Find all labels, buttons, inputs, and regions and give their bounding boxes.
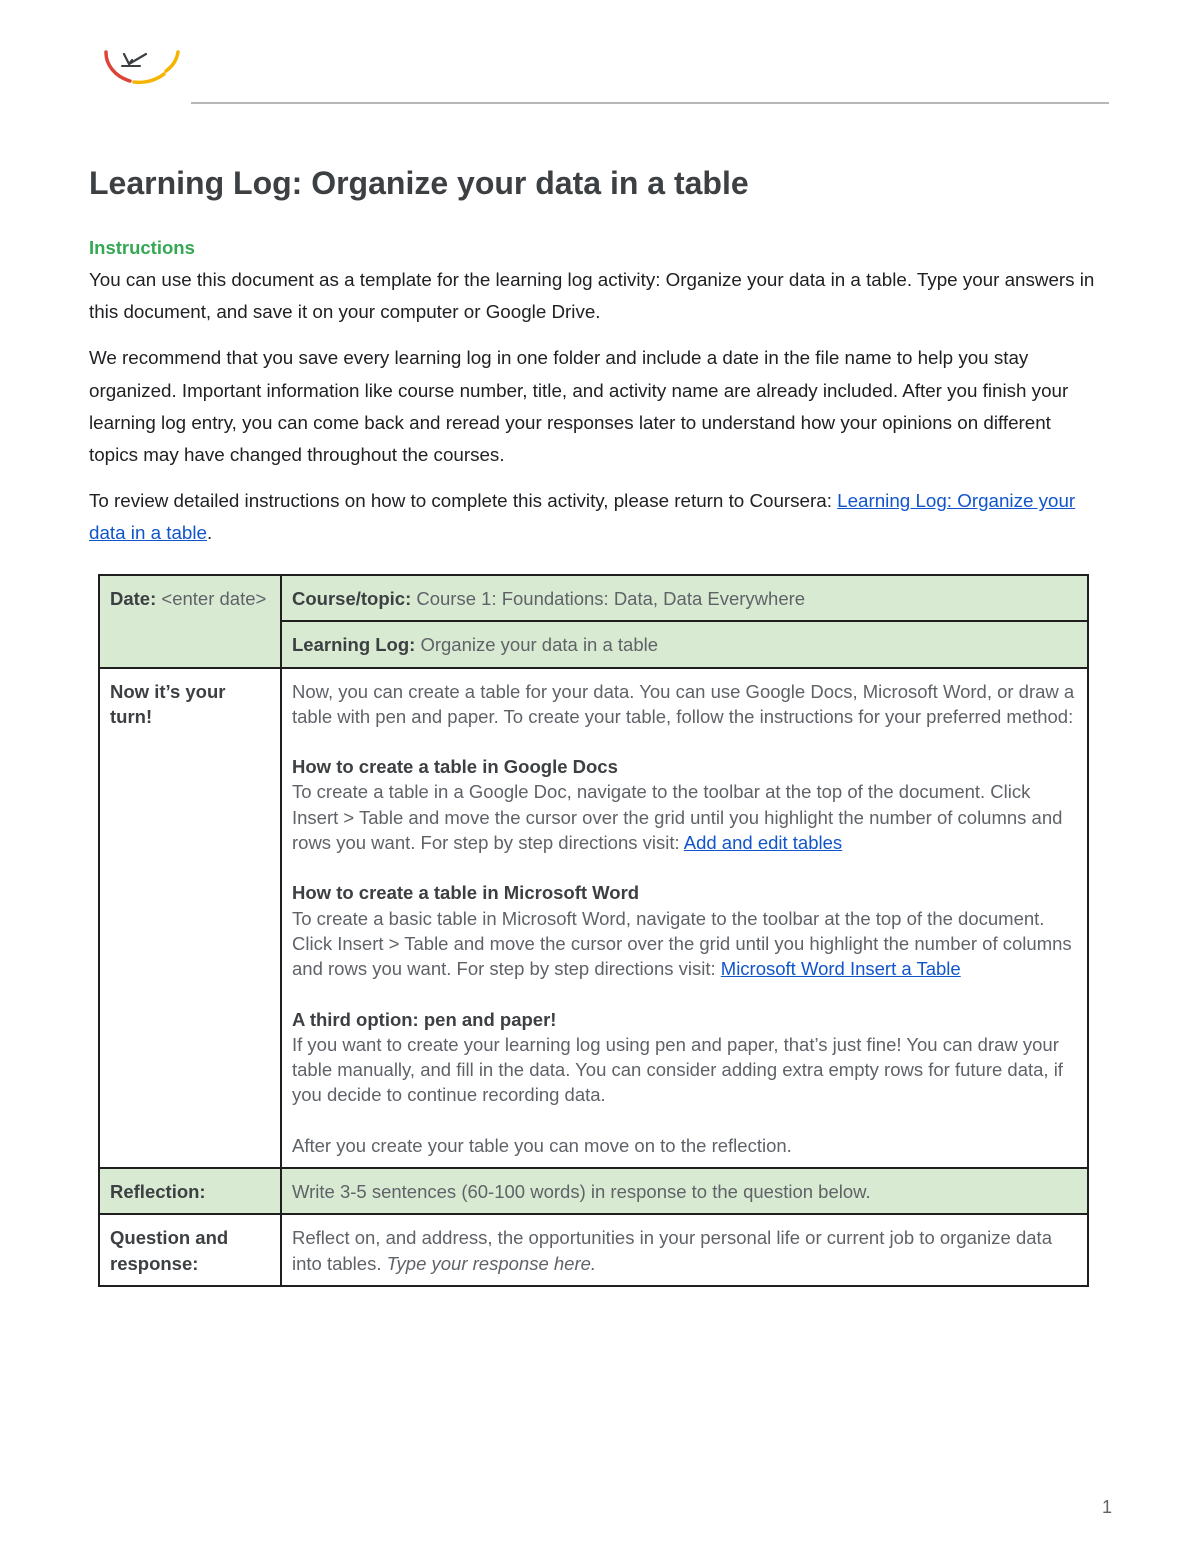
table-row [99,1214,1088,1286]
response-placeholder[interactable]: Type your response here. [386,1252,597,1274]
reflection-label: Reflection: [110,1181,206,1203]
instructions-heading: Instructions [89,237,195,258]
date-cell[interactable] [99,575,281,668]
word-body: To create a basic table in Microsoft Word, navigate to the toolbar at the top of the document. Click Insert > Table and move the cursor over the grid until you highlight the number of columns and rows you want. For step by step directions visit: [292,907,1072,980]
pen-paper-heading: A third option: pen and paper! [292,1008,557,1030]
response-cell[interactable] [281,1214,1088,1286]
instructions-paragraph-2: We recommend that you save every learning log in one folder and include a date in the file name to help you stay organized. Important information like course number, title, and activity name are already included. After you finish your learning log entry, you can come back and reread your responses later to understand how your opinions on different topics may have changed throughout the courses. [89,347,1069,466]
learning-log-cell [281,621,1088,667]
date-value: <enter date> [156,588,267,609]
reflection-value-cell [281,1168,1088,1214]
learning-log-value: Organize your data in a table [415,634,659,656]
learning-log-label: Learning Log: [292,634,416,656]
page-number: 1 [1102,1497,1113,1517]
coursera-learning-log-link[interactable]: Learning Log: Organize your data in a table [89,490,1076,544]
your-turn-content-cell [281,668,1088,1168]
table-row [99,1168,1088,1214]
question-label: Question and response: [110,1227,229,1274]
google-docs-body: To create a table in a Google Doc, navigate to the toolbar at the top of the document. Click Insert > Table and move the cursor over the grid until you highlight the number of columns and rows you want. For step by step directions visit: [292,781,1063,854]
table-row [99,668,1088,1168]
question-label-cell [99,1214,281,1286]
your-turn-label: Now it’s your turn! [110,680,226,727]
instructions-paragraph-3 [89,485,1101,549]
instructions-paragraph-1: You can use this document as a template for the learning log activity: Organize your data in a table. Type your answers in this document, and save it on your computer or Google Drive. [89,269,1095,323]
learning-log-table [98,574,1089,1287]
reflection-value: Write 3-5 sentences (60-100 words) in response to the question below. [292,1181,871,1203]
pen-paper-body: If you want to create your learning log using pen and paper, that’s just fine! You can draw your table manually, and fill in the data. You can consider adding extra empty rows for future data, if you decide to continue recording data. [292,1033,1063,1106]
table-row [99,575,1088,621]
your-turn-intro: Now, you can create a table for your data. You can use Google Docs, Microsoft Word, or draw a table with pen and paper. To create your table, follow the instructions for your preferred method: [292,680,1075,727]
learning-log-logo-icon [100,40,184,86]
course-cell [281,575,1088,621]
reflection-label-cell [99,1168,281,1214]
word-insert-table-link[interactable]: Microsoft Word Insert a Table [720,958,961,980]
document-body [89,160,1101,564]
header-divider [191,102,1109,104]
date-label: Date: [110,588,157,609]
course-label: Course/topic: [292,588,412,609]
word-heading: How to create a table in Microsoft Word [292,882,640,904]
your-turn-label-cell [99,668,281,1168]
add-edit-tables-link[interactable]: Add and edit tables [683,832,843,854]
period-text: . [207,522,213,544]
google-docs-heading: How to create a table in Google Docs [292,756,618,778]
page-title: Learning Log: Organize your data in a table [89,165,749,201]
course-value: Course 1: Foundations: Data, Data Everywhere [411,588,806,609]
coursera-text: To review detailed instructions on how to complete this activity, please return to Coursera: [89,490,838,512]
question-text: Reflect on, and address, the opportunities in your personal life or current job to organize data into tables. [292,1227,1052,1274]
after-table-text: After you create your table you can move on to the reflection. [292,1134,792,1156]
